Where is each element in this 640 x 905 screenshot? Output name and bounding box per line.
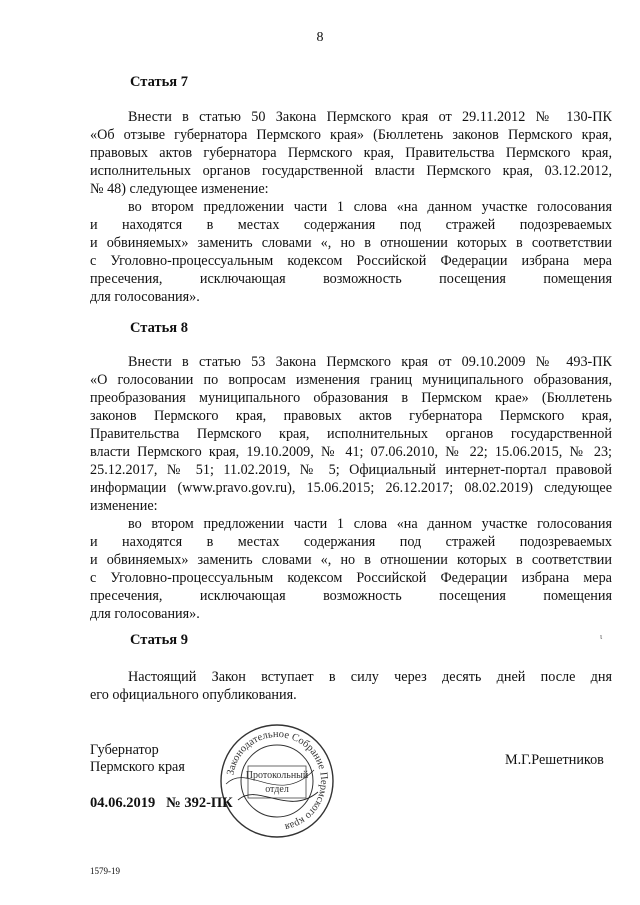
text-line: Правительства Пермского края, исполнительных органов государственной bbox=[90, 426, 612, 442]
text-line: Внести в статью 50 Закона Пермского края от 29.11.2012 № 130-ПК bbox=[128, 109, 612, 125]
text-line: с Уголовно-процессуальным кодексом Российской Федерации избрана мера bbox=[90, 253, 612, 269]
seal-ring-path: Законодательное Собрание Пермского края bbox=[225, 728, 330, 833]
footer-code: 1579-19 bbox=[90, 866, 120, 876]
text-line: 25.12.2017, № 51; 11.02.2019, № 5; Официальный интернет-портал правовой bbox=[90, 462, 612, 478]
text-line: изменение: bbox=[90, 498, 158, 514]
law-date-number: 04.06.2019 № 392-ПК bbox=[90, 795, 233, 811]
article-9-body bbox=[90, 668, 612, 704]
text-line: правовых актов губернатора Пермского края, Правительства Пермского края, bbox=[90, 145, 612, 161]
text-line: пресечения, исключающая возможность посещения помещения bbox=[90, 588, 612, 604]
article-7-heading: Статья 7 bbox=[130, 74, 188, 90]
text-line: власти Пермского края, 19.10.2009, № 41; 07.06.2010, № 22; 15.06.2015, № 23; bbox=[90, 444, 612, 460]
text-line: для голосования». bbox=[90, 606, 200, 622]
governor-title-line: Губернатор bbox=[90, 742, 159, 758]
signer-name: М.Г.Решетников bbox=[505, 752, 604, 768]
page-number: 8 bbox=[316, 30, 324, 45]
scan-mark: ι bbox=[600, 632, 603, 641]
text-line: информации (www.pravo.gov.ru), 15.06.2015; 26.12.2017; 08.02.2019) следующее bbox=[90, 480, 612, 496]
article-8-body bbox=[90, 353, 612, 623]
article-8-heading: Статья 8 bbox=[130, 320, 188, 336]
seal-graphic bbox=[218, 722, 336, 840]
text-line: с Уголовно-процессуальным кодексом Российской Федерации избрана мера bbox=[90, 570, 612, 586]
text-line: Настоящий Закон вступает в силу через десять дней после дня bbox=[128, 669, 612, 685]
text-line: и обвиняемых» заменить словами «, но в отношении которых в соответствии bbox=[90, 235, 612, 251]
text-line: № 48) следующее изменение: bbox=[90, 181, 269, 197]
text-line: исполнительных органов государственной власти Пермского края, 03.12.2012, bbox=[90, 163, 612, 179]
text-line: «О голосовании по вопросам изменения границ муниципального образования, bbox=[90, 372, 612, 388]
article-7-body bbox=[90, 108, 612, 306]
text-line: и находятся в местах содержания под стражей подозреваемых bbox=[90, 217, 612, 233]
text-line: и находятся в местах содержания под стражей подозреваемых bbox=[90, 534, 612, 550]
text-line: Внести в статью 53 Закона Пермского края от 09.10.2009 № 493-ПК bbox=[128, 354, 612, 370]
article-9-heading: Статья 9 bbox=[130, 632, 188, 648]
text-line: для голосования». bbox=[90, 289, 200, 305]
text-line: его официального опубликования. bbox=[90, 687, 297, 703]
governor-title-line: Пермского края bbox=[90, 759, 185, 775]
text-line: преобразования муниципального образования в Пермском крае» (Бюллетень bbox=[90, 390, 612, 406]
text-line: «Об отзыве губернатора Пермского края» (Бюллетень законов Пермского края, bbox=[90, 127, 612, 143]
text-line: во втором предложении части 1 слова «на данном участке голосования bbox=[128, 516, 612, 532]
text-line: и обвиняемых» заменить словами «, но в отношении которых в соответствии bbox=[90, 552, 612, 568]
governor-title bbox=[90, 742, 185, 776]
official-seal bbox=[218, 722, 336, 840]
seal-center-line: Протокольный bbox=[245, 770, 309, 781]
text-line: во втором предложении части 1 слова «на данном участке голосования bbox=[128, 199, 612, 215]
text-line: законов Пермского края, правовых актов губернатора Пермского края, bbox=[90, 408, 612, 424]
seal-center-line: отдел bbox=[265, 784, 289, 795]
text-line: пресечения, исключающая возможность посещения помещения bbox=[90, 271, 612, 287]
